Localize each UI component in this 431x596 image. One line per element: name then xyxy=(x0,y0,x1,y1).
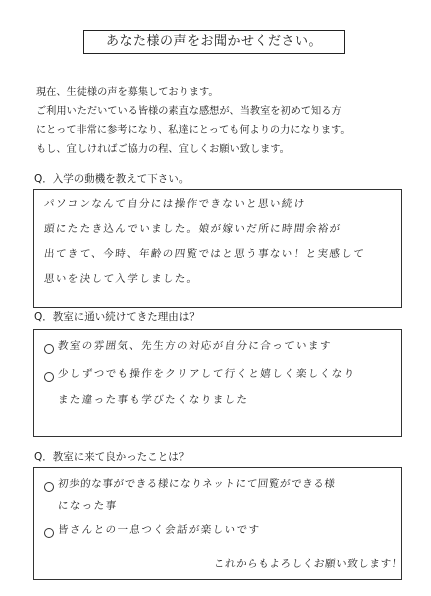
handwritten-answer-line: 皆さんとの一息つく会話が楽しいです xyxy=(57,524,261,536)
page-title: あなた様の声をお聞かせください。 xyxy=(83,30,345,54)
handwritten-answer-line: 少しずつでも操作をクリアして行くと嬉しく楽しくなり xyxy=(57,368,357,380)
intro-text xyxy=(36,83,416,159)
handwritten-bullet xyxy=(44,344,54,354)
intro-line: にとって非常に参考になり、私達にとっても何よりの力になります。 xyxy=(36,125,351,136)
intro-line: 現在、生徒様の声を募集しております。 xyxy=(36,87,219,98)
handwritten-answer-line: 初歩的な事ができる様になりネットにて回覧ができる様 xyxy=(57,478,337,490)
handwritten-closing-line: これからもよろしくお願い致します！ xyxy=(213,558,404,570)
handwritten-answer-line: 頭にたたき込んでいました。娘が嫁いだ所に時間余裕が xyxy=(43,223,343,235)
handwritten-bullet xyxy=(44,482,54,492)
handwritten-answer-line: 教室の雰囲気、先生方の対応が自分に合っています xyxy=(57,340,333,352)
handwritten-bullet xyxy=(44,372,54,382)
handwritten-answer-line: パソコンなんて自分には操作できないと思い続け xyxy=(43,198,307,210)
question-good-points: Q．教室に来て良かったことは？ xyxy=(34,451,190,463)
answer-box-good-points xyxy=(33,467,402,580)
handwritten-answer-line: になった事 xyxy=(57,500,119,512)
intro-line: もし、宜しければご協力の程、宜しくお願い致します。 xyxy=(36,144,290,155)
question-motivation: Q．入学の動機を教えて下さい。 xyxy=(34,173,190,185)
handwritten-answer-line: 出てきて、今時、年齢の四覧ではと思う事ない！と実感して xyxy=(43,248,366,260)
handwritten-answer-line: また違った事も学びたくなりました xyxy=(57,394,249,406)
answer-box-reason-continue xyxy=(33,329,402,437)
answer-box-motivation xyxy=(33,189,402,308)
handwritten-bullet xyxy=(44,528,54,538)
handwritten-answer-line: 思いを決して入学しました。 xyxy=(43,273,200,285)
intro-line: ご利用いただいている皆様の素直な感想が、当教室を初めて知る方 xyxy=(36,106,342,117)
question-reason-continue: Q．教室に通い続けてきた理由は？ xyxy=(34,311,200,323)
